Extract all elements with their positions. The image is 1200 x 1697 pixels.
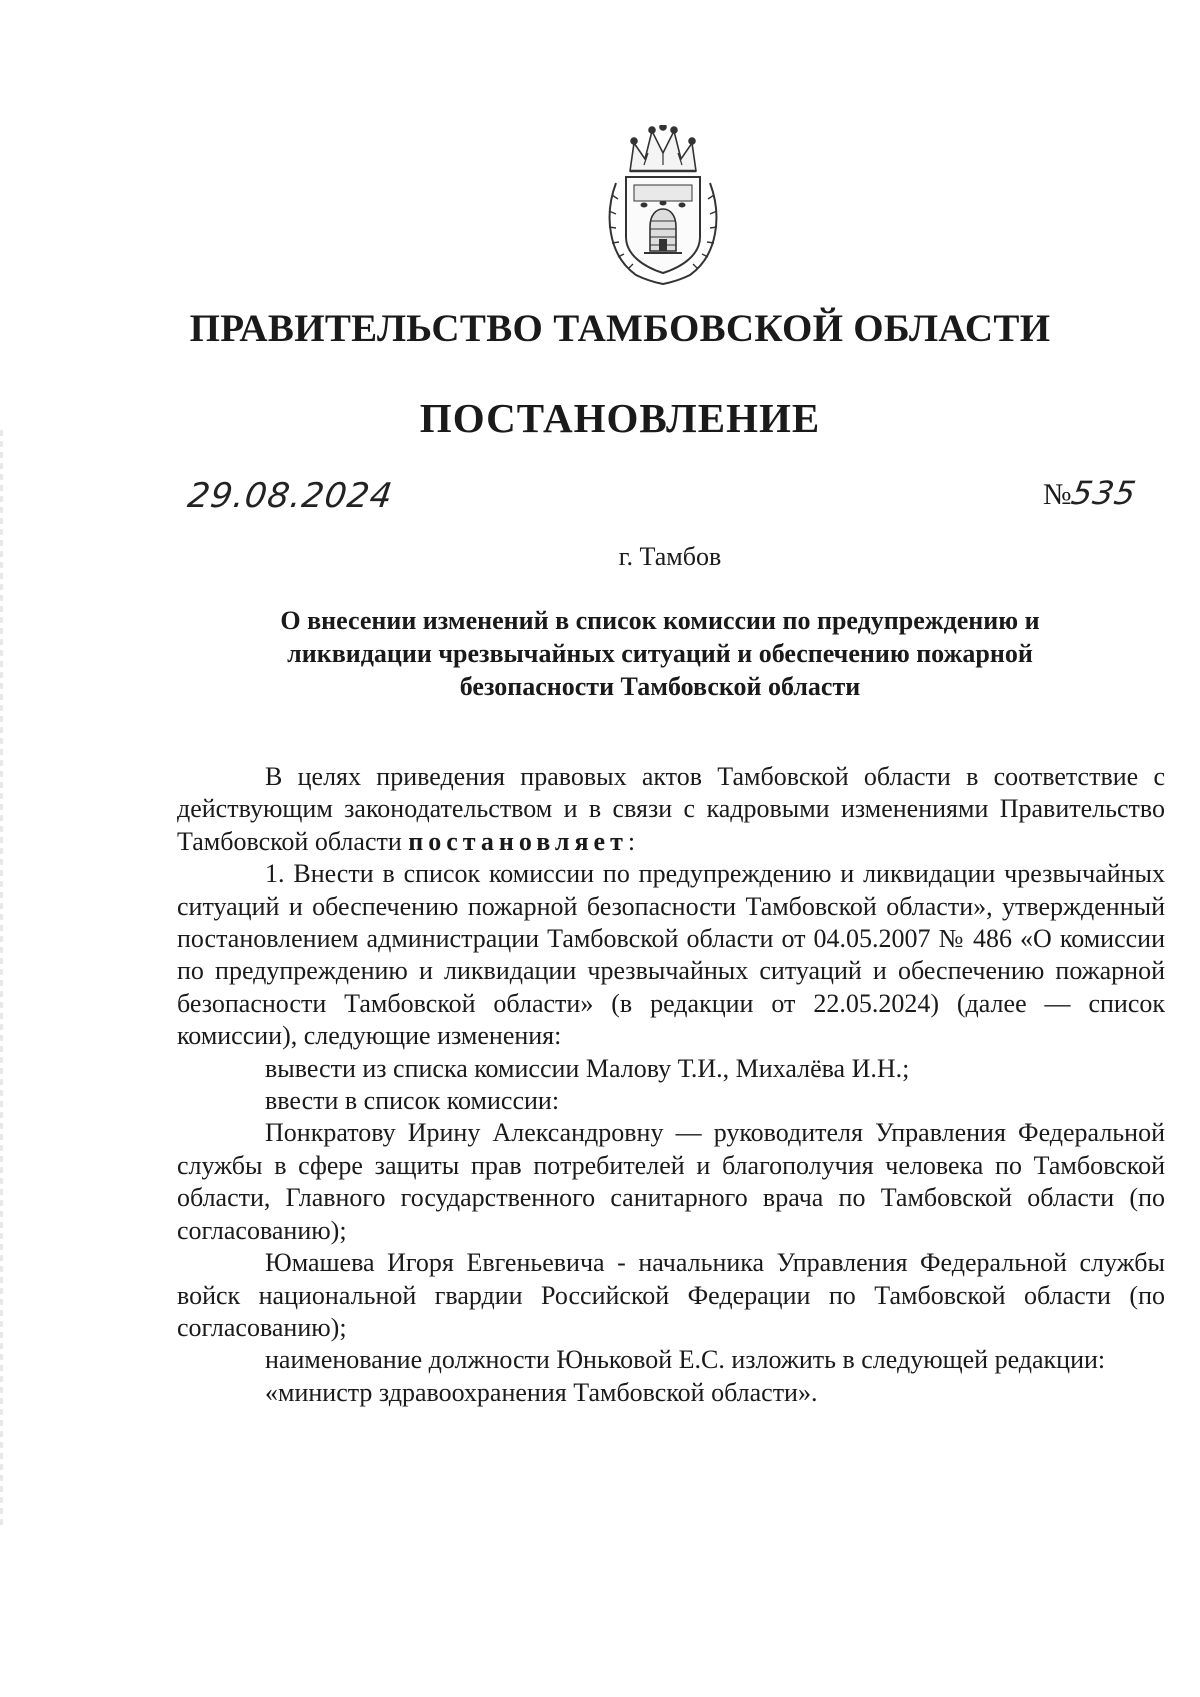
- document-body: [177, 761, 1165, 1409]
- organization-title: ПРАВИТЕЛЬСТВО ТАМБОВСКОЙ ОБЛАСТИ: [189, 307, 1051, 350]
- document-type-heading: ПОСТАНОВЛЕНИЕ: [419, 395, 821, 441]
- document-number-block: [1043, 474, 1140, 512]
- remove-members-paragraph: вывести из списка комиссии Малову Т.И., Михалёва И.Н.;: [265, 1053, 910, 1083]
- new-member-yumashev: Юмашева Игоря Евгеньевича - начальника Управления Федеральной службы войск национальной гвардии Российской Федерации по Тамбовской области (по согласованию);: [177, 1248, 1165, 1342]
- city-label: г. Тамбов: [618, 542, 722, 571]
- decree-word: постановляет: [408, 826, 628, 856]
- preamble-text: В целях приведения правовых актов Тамбовской области в соответствие с действующим законодательством и в связи с кадровыми изменениями Правительство Тамбовской области: [177, 762, 1165, 856]
- preamble-paragraph: [177, 761, 1165, 858]
- item-1-paragraph: 1. Внести в список комиссии по предупреждению и ликвидации чрезвычайных ситуаций и обеспечению пожарной безопасности Тамбовской области», утвержденный постановлением администрации Тамбовской области от 04.05.2007 № 486 «О комиссии по предупреждению и ликвидации чрезвычайных ситуаций и обеспечению пожарной безопасности Тамбовской области» (в редакции от 22.05.2024) (далее — список комиссии), следующие изменения:: [177, 859, 1165, 1051]
- decree-colon: :: [627, 826, 636, 856]
- add-members-intro: ввести в список комиссии:: [265, 1086, 560, 1116]
- number-sign: №: [1043, 478, 1072, 511]
- rename-position-paragraph: наименование должности Юньковой Е.С. изложить в следующей редакции:: [265, 1345, 1106, 1375]
- document-number: 535: [1068, 474, 1140, 512]
- tambov-coat-of-arms-icon: [600, 125, 726, 285]
- new-member-ponkratova: Понкратову Ирину Александровну — руководителя Управления Федеральной службы в сфере защиты прав потребителей и благополучия человека по Тамбовской области, Главного государственного санитарного врача по Тамбовской области (по согласованию);: [177, 1118, 1165, 1245]
- scan-edge-artifact: [0, 430, 3, 1530]
- document-date: 29.08.2024: [185, 476, 396, 516]
- new-position-title: «министр здравоохранения Тамбовской области».: [265, 1377, 818, 1407]
- document-subject: О внесении изменений в список комиссии по предупреждению и ликвидации чрезвычайных ситуаций и обеспечению пожарной безопасности Тамбовской области: [280, 606, 1040, 701]
